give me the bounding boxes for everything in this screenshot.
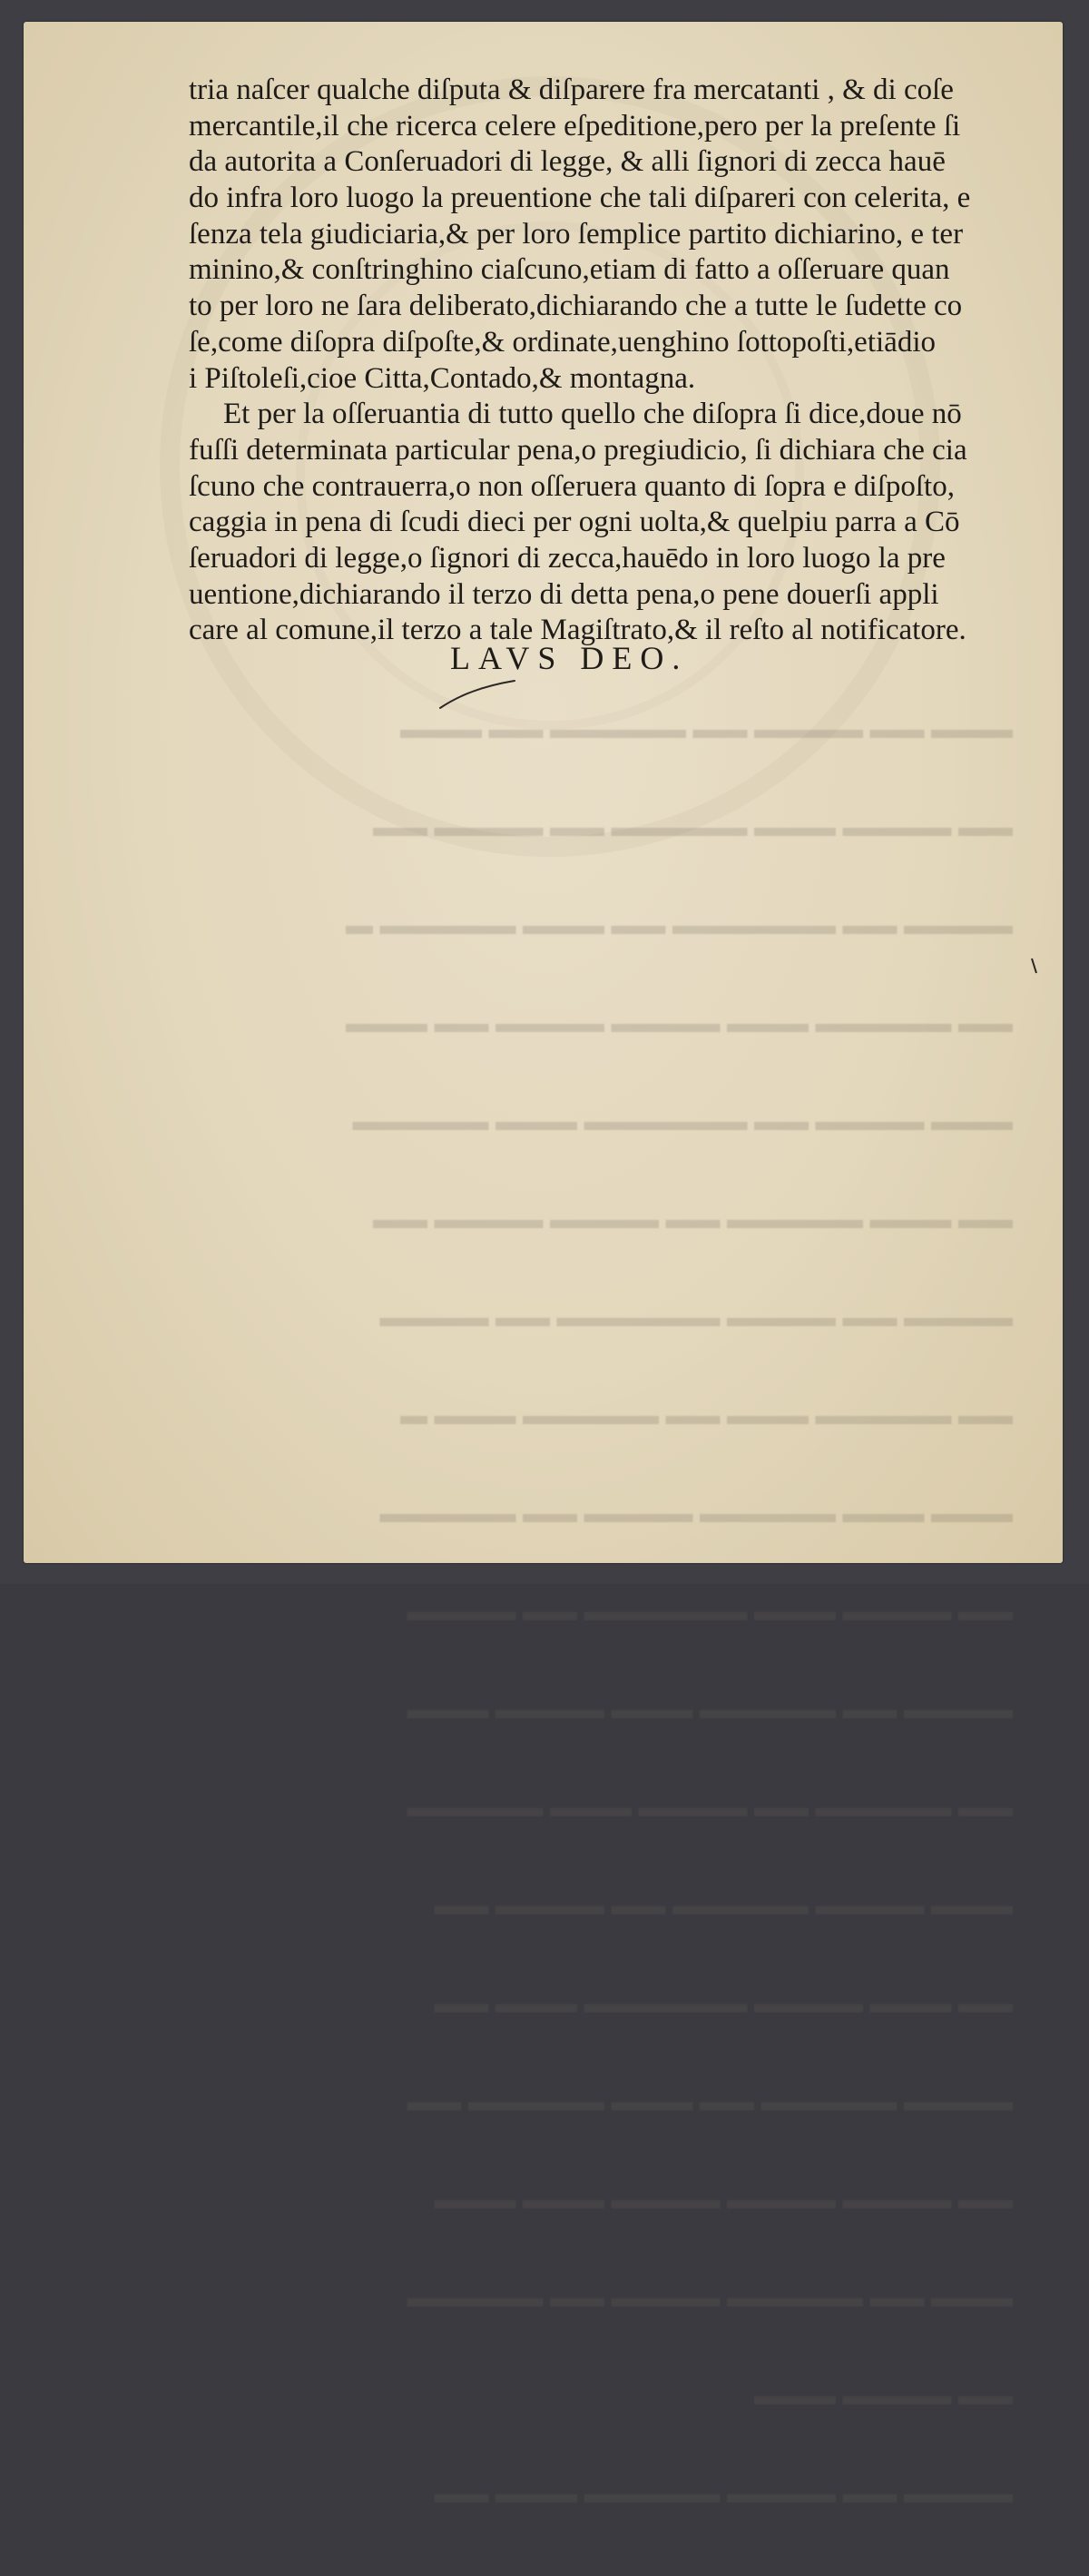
text-line: mercantile,il che ricerca celere eſpeditione,pero per la preſente ſi [189, 109, 961, 143]
margin-mark [1029, 957, 1040, 975]
text-line: i Piſtoleſi,cioe Citta,Contado,& montagna. [189, 361, 696, 395]
closing-line: LAVS DEO. [450, 640, 689, 676]
text-line: tria naſcer qualche diſputa & diſparere fra mercatanti , & di coſe [189, 74, 954, 106]
main-text [189, 73, 1033, 649]
text-line: caggia in pena di ſcudi dieci per ogni uolta,& quelpiu parra a Cō [189, 506, 960, 539]
bleed-through-text: ▬▬▬ ▬▬ ▬▬▬▬ ▬▬ ▬▬▬▬▬ ▬▬ ▬▬▬ ▬▬ ▬▬▬▬ ▬▬▬ ▬▬▬▬▬ ▬▬ ▬▬▬▬ ▬▬ ▬▬▬▬ ▬▬ ▬▬▬▬▬▬ ▬▬ ▬▬▬ ▬▬▬▬▬ ▬ ▬▬ ▬▬▬▬▬ ▬▬▬ ▬▬▬▬ ▬▬▬▬ ▬▬ ▬▬▬ ▬▬▬ ▬▬▬▬ ▬▬ ▬▬▬▬▬▬ ▬▬▬ ▬▬▬▬▬ ▬▬ ▬▬▬ ▬▬▬▬▬ ▬▬ ▬▬▬▬ ▬▬▬▬ ▬▬ ▬▬▬▬ ▬▬ ▬▬▬▬ ▬▬▬▬▬▬ ▬▬ ▬▬▬▬ ▬▬ ▬▬▬▬▬ ▬▬▬ ▬▬ ▬▬▬▬▬ ▬▬▬ ▬ ▬▬▬ ▬▬▬ ▬▬▬▬▬ ▬▬▬▬ ▬▬ ▬▬▬▬▬ ▬▬ ▬▬▬▬ ▬▬▬ ▬▬▬▬▬▬ ▬▬ ▬▬▬▬ ▬▬▬▬ ▬▬ ▬▬▬▬▬ ▬▬▬ ▬▬▬▬ ▬▬▬ ▬▬ ▬▬▬▬▬ ▬▬ ▬▬▬▬ ▬▬▬ ▬▬▬▬▬ ▬▬▬ ▬▬▬▬ ▬▬▬▬▬ ▬▬ ▬▬▬▬ ▬▬ ▬▬ ▬▬▬ ▬▬▬▬ ▬▬▬▬▬▬ ▬▬▬ ▬▬ ▬▬▬▬ ▬▬▬▬▬ ▬▬ ▬▬▬ ▬▬▬▬▬ ▬▬ ▬▬ ▬▬▬▬ ▬▬▬▬ ▬▬▬▬ ▬▬▬ ▬▬▬ ▬▬▬ ▬▬ ▬▬▬▬▬ ▬▬▬▬ ▬▬ ▬▬▬▬▬ ▬▬ ▬▬▬▬ ▬▬▬ ▬▬▬▬ ▬▬ ▬▬▬▬ ▬▬▬▬▬ ▬▬▬ ▬▬ [346, 714, 1013, 2509]
text-line: care al comune,il terzo a tale Magiſtrato,& il reſto al notificatore. [189, 614, 966, 647]
text-line: ſe,come diſopra diſpoſte,& ordinate,uenghino ſottopoſti,etiādio [189, 325, 936, 359]
text-line: uentione,dichiarando il terzo di detta pena,o pene douerſi appli [189, 577, 939, 611]
text-line: do infra loro luogo la preuentione che tali diſpareri con celerita, e [189, 182, 971, 215]
text-line: da autorita a Conſeruadori di legge, & alli ſignori di zecca hauē [189, 145, 946, 179]
text-line: ſeruadori di legge,o ſignori di zecca,hauēdo in loro luogo la pre [189, 541, 946, 575]
text-line: ſenza tela giudiciaria,& per loro ſemplice partito dichiarino, e ter [189, 217, 964, 251]
text-line: Et per la oſſeruantia di tutto quello che diſopra ſi dice,doue nō [223, 398, 962, 431]
text-line: to per loro ne ſara deliberato,dichiarando che a tutte le ſudette co [189, 290, 963, 323]
book-page [24, 22, 1063, 2509]
pen-flourish [437, 675, 518, 712]
text-line: ſcuno che contrauerra,o non oſſeruera quanto di ſopra e diſpoſto, [189, 469, 955, 503]
text-line: fuſſi determinata particular pena,o pregiudicio, ſi dichiara che cia [189, 433, 967, 467]
text-line: minino,& conſtringhino ciaſcuno,etiam di fatto a oſſeruare quan [189, 253, 950, 287]
